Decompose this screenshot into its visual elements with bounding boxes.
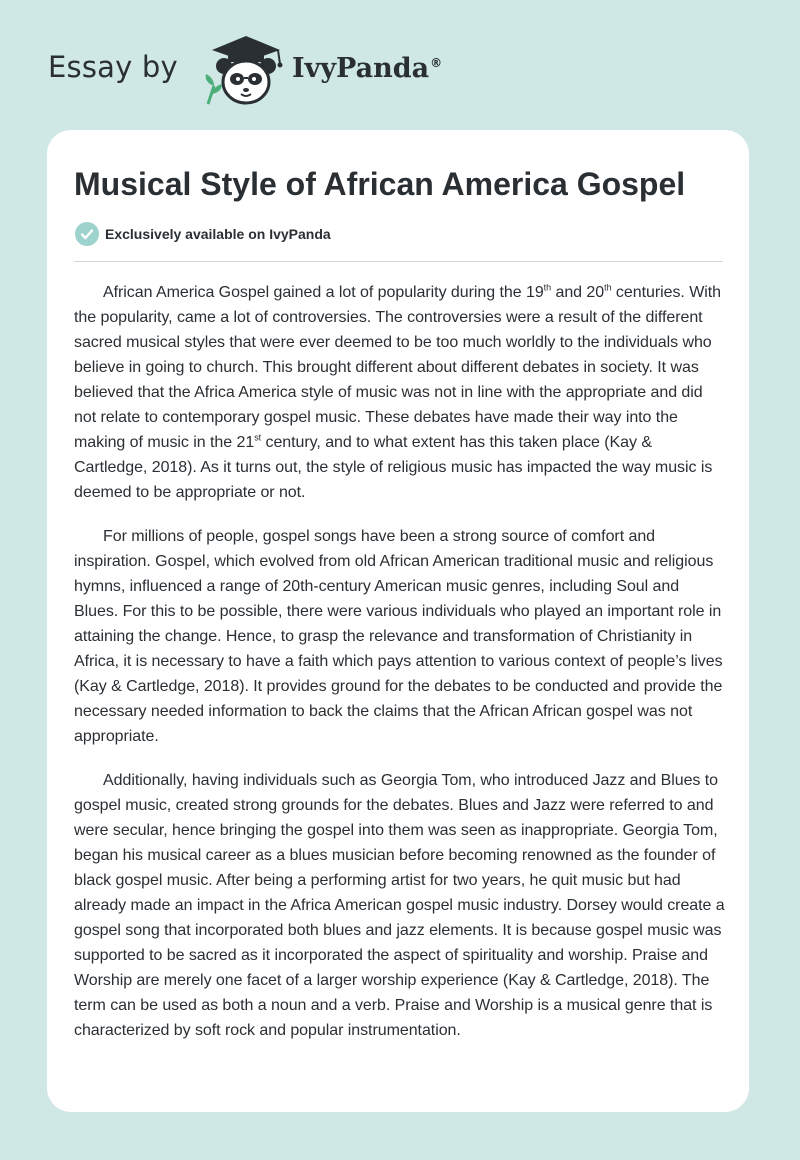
panda-graduate-icon [200,30,292,110]
exclusive-badge [75,222,331,246]
brand-prefix: Essay by [48,50,178,84]
exclusive-badge-label: Exclusively available on IvyPanda [105,226,331,242]
paragraph-1: African America Gospel gained a lot of popularity during the 19th and 20th centuries. With the popularity, came a lot of controversies. The controversies were a result of the different sacred musical styles that were ever deemed to be too much worldly to the individuals who believe in going to church. This brought different about different debates in society. It was believed that the Africa America style of music was not in line with the appropriate and did not relate to contemporary gospel music. These debates have made their way into the making of music in the 21st century, and to what extent has this taken place (Kay & Cartledge, 2018). As it turns out, the style of religious music has impacted the way music is deemed to be appropriate or not. [74,282,721,501]
paragraph-3: Additionally, having individuals such as Georgia Tom, who introduced Jazz and Blues to gospel music, created strong grounds for the debates. Blues and Jazz were referred to and were secular, hence bringing the gospel into them was seen as inappropriate. Georgia Tom, began his musical career as a blues musician before becoming renowned as the founder of black gospel music. After being a performing artist for two years, he quit music but had already made an impact in the Africa American gospel music industry. Dorsey would create a gospel song that incorporated both blues and jazz elements. It is because gospel music was supported to be sacred as it incorporated the aspect of spirituality and worship. Praise and Worship are merely one facet of a larger worship experience (Kay & Cartledge, 2018). The term can be used as both a noun and a verb. Praise and Worship is a musical genre that is characterized by soft rock and popular instrumentation. [74,772,725,1039]
paragraph-2: For millions of people, gospel songs have been a strong source of comfort and inspiration. Gospel, which evolved from old African American traditional music and religious hymns, influenced a range of 20th-century American music genres, including Soul and Blues. For this to be possible, there were various individuals who played an important role in attaining the change. Hence, to grasp the relevance and transformation of Christianity in Africa, it is necessary to have a faith which pays attention to various context of people’s lives (Kay & Cartledge, 2018). It provides ground for the debates to be conducted and provide the necessary needed information to back the claims that the African African gospel was not appropriate. [74,528,723,745]
brand-header [48,30,508,110]
essay-card [47,130,749,1112]
brand-name: IvyPanda® [292,53,443,84]
page-title: Musical Style of African America Gospel [74,166,686,202]
registered-mark: ® [430,56,443,70]
check-circle-icon [75,222,99,246]
divider [74,261,723,262]
essay-body [74,280,726,1062]
